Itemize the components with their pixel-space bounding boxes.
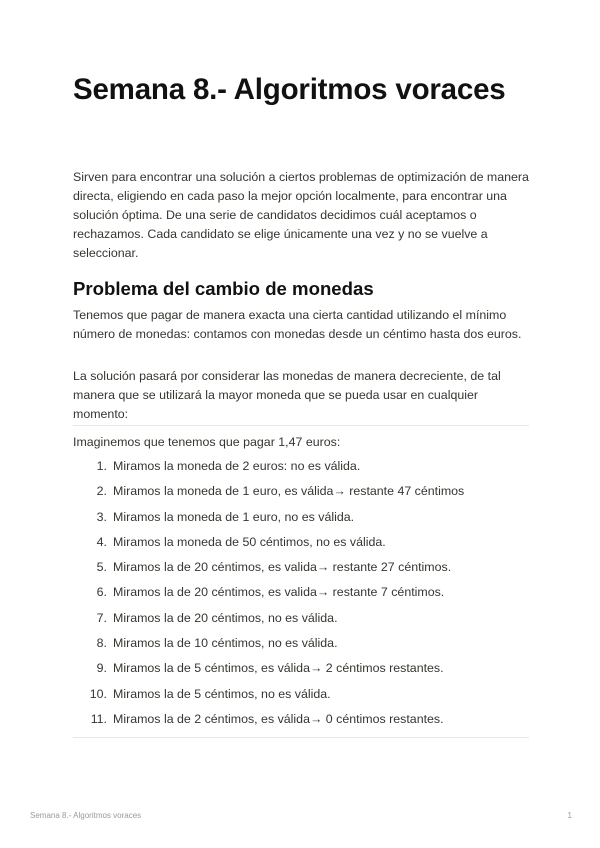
example-lead: Imaginemos que tenemos que pagar 1,47 euros:: [73, 435, 341, 449]
list-item-number: 7.: [96, 610, 107, 625]
divider-bottom: [73, 737, 529, 738]
list-item-number: 11.: [90, 711, 107, 726]
list-item-text: Miramos la moneda de 2 euros: no es válida.: [113, 459, 361, 473]
list-item: [73, 457, 529, 482]
solution-paragraph: La solución pasará por considerar las monedas de manera decreciente, de tal manera que se utilizará la mayor moneda que se pueda usar en cualquier momento:: [73, 369, 501, 421]
list-item: [73, 609, 529, 634]
list-item: [73, 558, 529, 583]
list-item-number: 2.: [96, 484, 107, 499]
page-number: 1: [567, 811, 572, 820]
page-title: Semana 8.- Algoritmos voraces: [73, 73, 506, 106]
list-item-text: Miramos la de 5 céntimos, es válida→ 2 céntimos restantes.: [113, 661, 444, 676]
list-item-text: Miramos la de 20 céntimos, no es válida.: [113, 610, 338, 625]
list-item-number: 8.: [96, 636, 107, 651]
list-item-text: Miramos la de 2 céntimos, es válida→ 0 céntimos restantes.: [113, 711, 444, 726]
list-item-text: Miramos la de 20 céntimos, es valida→ restante 7 céntimos.: [113, 585, 445, 600]
list-item: [73, 634, 529, 659]
list-item-text: Miramos la moneda de 1 euro, es válida→ restante 47 céntimos: [113, 484, 465, 499]
list-item: [73, 482, 529, 507]
list-item-text: Miramos la de 20 céntimos, es valida→ restante 27 céntimos.: [113, 560, 452, 575]
steps-list: [73, 457, 529, 735]
list-item-number: 9.: [96, 661, 107, 676]
list-item-number: 4.: [96, 534, 107, 549]
intro-paragraph: Sirven para encontrar una solución a ciertos problemas de optimización de manera directa, eligiendo en cada paso la mejor opción localmente, para encontrar una solución óptima. De una serie de candidatos decidimos cuál aceptamos o rechazamos. Cada candidato se elige únicamente una vez y no se vuelve a seleccionar.: [73, 170, 529, 260]
list-item: [73, 659, 529, 684]
list-item: [73, 508, 529, 533]
list-item: [73, 533, 529, 558]
list-item-number: 3.: [96, 509, 107, 524]
divider-top: [73, 425, 529, 426]
list-item-number: 5.: [96, 560, 107, 575]
problem-paragraph: Tenemos que pagar de manera exacta una cierta cantidad utilizando el mínimo número de monedas: contamos con monedas desde un céntimo hasta dos euros.: [73, 308, 522, 341]
list-item-number: 6.: [96, 585, 107, 600]
list-item: [73, 685, 529, 710]
list-item-text: Miramos la moneda de 50 céntimos, no es válida.: [113, 534, 386, 549]
section-heading: Problema del cambio de monedas: [73, 278, 374, 299]
list-item-text: Miramos la de 5 céntimos, no es válida.: [113, 686, 331, 701]
footer-title: Semana 8.- Algoritmos voraces: [30, 811, 142, 820]
list-item-text: Miramos la moneda de 1 euro, no es válida.: [113, 509, 355, 524]
list-item-number: 1.: [96, 459, 107, 473]
list-item: [73, 710, 529, 735]
list-item-number: 10.: [89, 686, 107, 701]
list-item-text: Miramos la de 10 céntimos, no es válida.: [113, 636, 338, 651]
list-item: [73, 583, 529, 608]
